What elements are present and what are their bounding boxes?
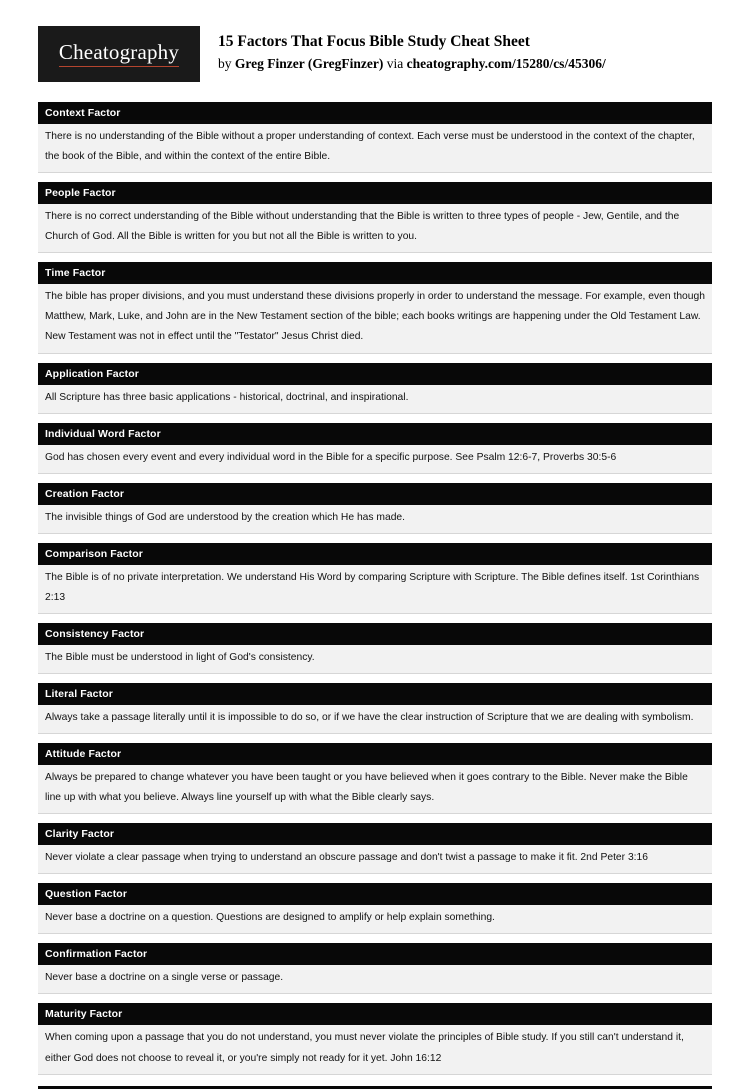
author-link[interactable]: Greg Finzer (GregFinzer) [234,55,384,71]
section-clarity-factor [38,823,712,874]
section-heading: Time Factor [38,262,712,284]
section-body: Never base a doctrine on a question. Questions are designed to amplify or help explain something. [38,905,712,934]
section-heading: Context Factor [38,102,712,124]
section-heading: Consistency Factor [38,623,712,645]
section-attitude-factor [38,743,712,814]
section-heading: Clarity Factor [38,823,712,845]
section-body: There is no understanding of the Bible without a proper understanding of context. Each verse must be understood in the context of the chapter, the book of the Bible, and within the context of the entire Bible. [38,124,712,173]
section-context-factor [38,102,712,173]
section-creation-factor [38,483,712,534]
section-people-factor [38,182,712,253]
section-body: Always be prepared to change whatever you have been taught or you have believed when it goes contrary to the Bible. Never make the Bible line up with what you believe. Always line yourself up with what the Bible clearly says. [38,765,712,814]
section-body: When coming upon a passage that you do not understand, you must never violate the principles of Bible study. If you still can't understand it, either God does not choose to reveal it, or you're simply not ready for it yet. John 16:12 [38,1025,712,1074]
section-heading: Individual Word Factor [38,423,712,445]
byline [218,55,606,74]
section-body: There is no correct understanding of the Bible without understanding that the Bible is written to three types of people - Jew, Gentile, and the Church of God. All the Bible is written for you but not all the Bible is written to you. [38,204,712,253]
sections-list [38,102,712,1075]
section-body: Always take a passage literally until it is impossible to do so, or if we have the clear instruction of Scripture that we are dealing with symbolism. [38,705,712,734]
section-body: God has chosen every event and every individual word in the Bible for a specific purpose. See Psalm 12:6-7, Proverbs 30:5-6 [38,445,712,474]
section-body: The bible has proper divisions, and you must understand these divisions properly in order to understand the message. For example, even though Matthew, Mark, Luke, and John are in the New Testament section of the bible; each books writings are happening under the Old Testament Law. New Testament was not in effect until the "Testator" Jesus Christ died. [38,284,712,353]
section-question-factor [38,883,712,934]
section-individual-word-factor [38,423,712,474]
title-block [218,26,606,74]
section-maturity-factor [38,1003,712,1074]
section-heading: Question Factor [38,883,712,905]
section-time-factor [38,262,712,353]
section-application-factor [38,363,712,414]
section-body: The Bible is of no private interpretation. We understand His Word by comparing Scripture with Scripture. The Bible defines itself. 1st Corinthians 2:13 [38,565,712,614]
section-body: Never base a doctrine on a single verse or passage. [38,965,712,994]
section-heading: Maturity Factor [38,1003,712,1025]
source-url-link[interactable]: cheatography.com/15280/cs/45306/ [406,55,606,71]
section-literal-factor [38,683,712,734]
section-confirmation-factor [38,943,712,994]
page-title: 15 Factors That Focus Bible Study Cheat Sheet [218,33,530,50]
section-body: All Scripture has three basic applications - historical, doctrinal, and inspirational. [38,385,712,414]
section-heading: Attitude Factor [38,743,712,765]
page-header [38,26,712,82]
section-consistency-factor [38,623,712,674]
byline-via: via [383,55,407,71]
section-comparison-factor [38,543,712,614]
section-heading: Application Factor [38,363,712,385]
section-body: The invisible things of God are understood by the creation which He has made. [38,505,712,534]
byline-prefix: by [218,55,235,71]
section-heading: Comparison Factor [38,543,712,565]
section-heading: People Factor [38,182,712,204]
section-body: Never violate a clear passage when trying to understand an obscure passage and don't twist a passage to make it fit. 2nd Peter 3:16 [38,845,712,874]
cheatography-logo[interactable] [38,26,200,82]
section-heading: Confirmation Factor [38,943,712,965]
logo-text: Cheatography [59,41,179,66]
footer-divider [38,1086,712,1089]
section-heading: Literal Factor [38,683,712,705]
section-body: The Bible must be understood in light of God's consistency. [38,645,712,674]
section-heading: Creation Factor [38,483,712,505]
